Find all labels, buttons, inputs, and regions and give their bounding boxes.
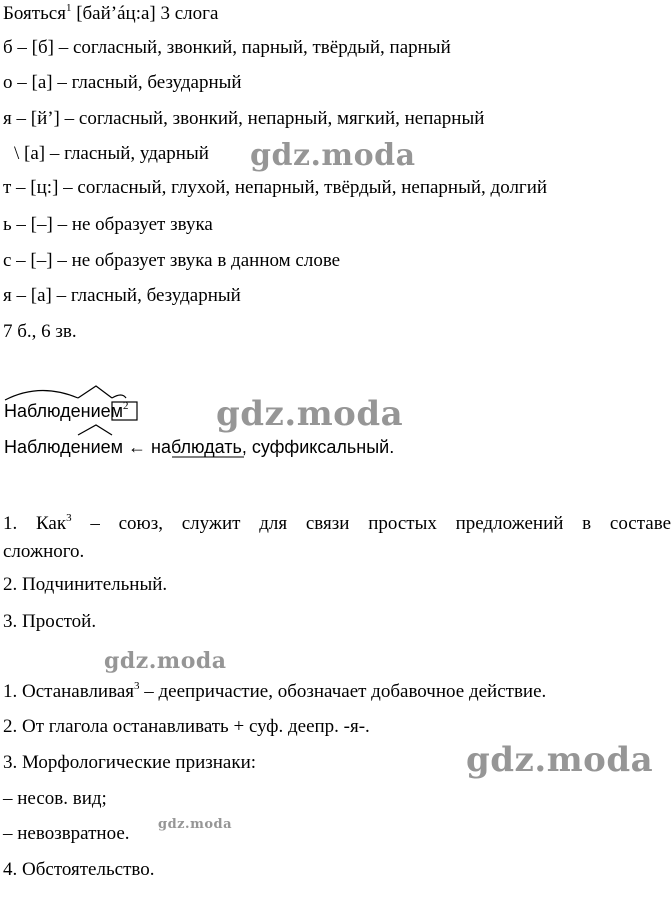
ending-box	[112, 402, 137, 420]
root-arc-1	[5, 390, 78, 400]
line-letter-soft-sign: ь – [–] – не образует звука	[3, 214, 213, 235]
line-letter-s: с – [–] – не образует звука в данном слове	[3, 250, 341, 271]
line-letter-b: б – [б] – согласный, звонкий, парный, твёрдый, парный	[3, 37, 451, 58]
derivation-line: Наблюдением ← наблюдать, суффиксальный.	[4, 437, 395, 457]
morph-item-3: 3. Морфологические признаки:	[3, 752, 257, 773]
syntax-item-2: 2. Подчинительный.	[3, 574, 168, 595]
line-letter-t: т – [ц:] – согласный, глухой, непарный, твёрдый, непарный, долгий	[3, 177, 548, 198]
line-word-header: Бояться$^1$ [бай’áц:а] 3 слога	[3, 2, 219, 24]
line-letter-ya-vowel: \ [а] – гласный, ударный	[14, 143, 209, 164]
syntax-item-1: 1. Как$^3$ – союз, служит для связи простых предложений в составе	[3, 512, 671, 534]
watermark-4: gdz.moda	[466, 740, 654, 780]
morph-item-2: 2. От глагола останавливать + суф. деепр. -я-.	[3, 716, 370, 737]
suffix-caret	[78, 386, 112, 398]
morph-item-1: 1. Останавливая$^3$ – деепричастие, обозначает добавочное действие.	[3, 680, 547, 702]
morph-item-4: 4. Обстоятельство.	[3, 859, 155, 880]
morph-feature-reflexive: – невозвратное.	[3, 823, 130, 844]
watermark-2: gdz.moda	[216, 394, 404, 434]
syntax-item-3: 3. Простой.	[3, 611, 97, 632]
watermark-5: gdz.moda	[158, 817, 233, 832]
derivation-caret	[78, 425, 112, 435]
syntax-item-1-cont: сложного.	[3, 541, 85, 562]
watermark-3: gdz.moda	[104, 648, 227, 674]
line-letter-ya: я – [й’] – согласный, звонкий, непарный, мягкий, непарный	[3, 108, 485, 129]
morpheme-word: Наблюдением$^2$	[4, 400, 129, 421]
line-letter-o: о – [а] – гласный, безударный	[3, 72, 242, 93]
morph-feature-aspect: – несов. вид;	[3, 788, 107, 809]
root-arc-2	[112, 395, 126, 398]
line-letter-ya-2: я – [а] – гласный, безударный	[3, 285, 241, 306]
watermark-1: gdz.moda	[250, 138, 416, 173]
line-summary: 7 б., 6 зв.	[3, 321, 77, 342]
